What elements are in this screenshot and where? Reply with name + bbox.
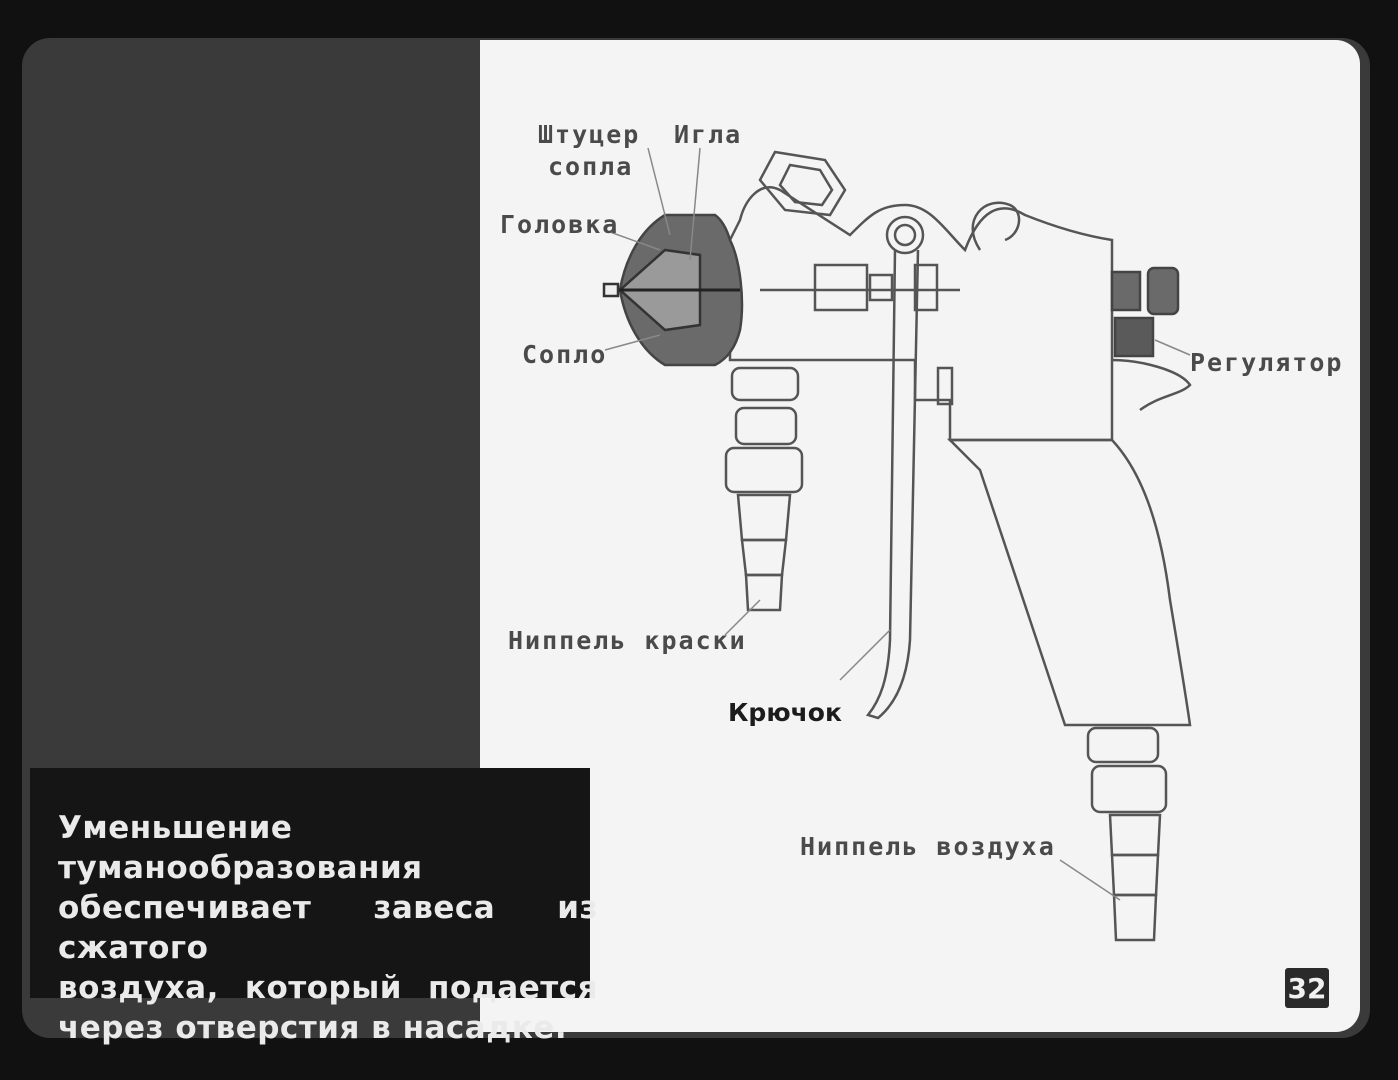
caption-line-4: через отверстия в насадке. [58, 1010, 568, 1046]
caption-line-2: обеспечивает завеса из сжатого [58, 890, 598, 966]
air-nipple [1088, 728, 1166, 940]
label-soplo: Сопло [522, 340, 608, 369]
label-nippel-kraski: Ниппель краски [508, 626, 747, 655]
label-nippel-vozdukha: Ниппель воздуха [800, 832, 1056, 861]
caption-line-1: Уменьшение туманообразования [58, 810, 423, 886]
trigger-hook [868, 250, 918, 718]
label-regulyator: Регулятор [1190, 348, 1344, 377]
caption-line-3: воздуха, который подается [58, 970, 598, 1006]
label-shtutser: Штуцер [538, 120, 641, 149]
gun-handle [950, 440, 1190, 725]
paint-nipple [726, 368, 802, 610]
regulator-knobs [1112, 268, 1178, 356]
label-golovka: Головка [500, 210, 620, 239]
page-number: 32 [1285, 968, 1329, 1008]
caption-text [58, 808, 598, 1048]
label-kryuchok: Крючок [728, 698, 842, 727]
label-sopla: сопла [548, 152, 634, 181]
label-igla: Игла [674, 120, 743, 149]
